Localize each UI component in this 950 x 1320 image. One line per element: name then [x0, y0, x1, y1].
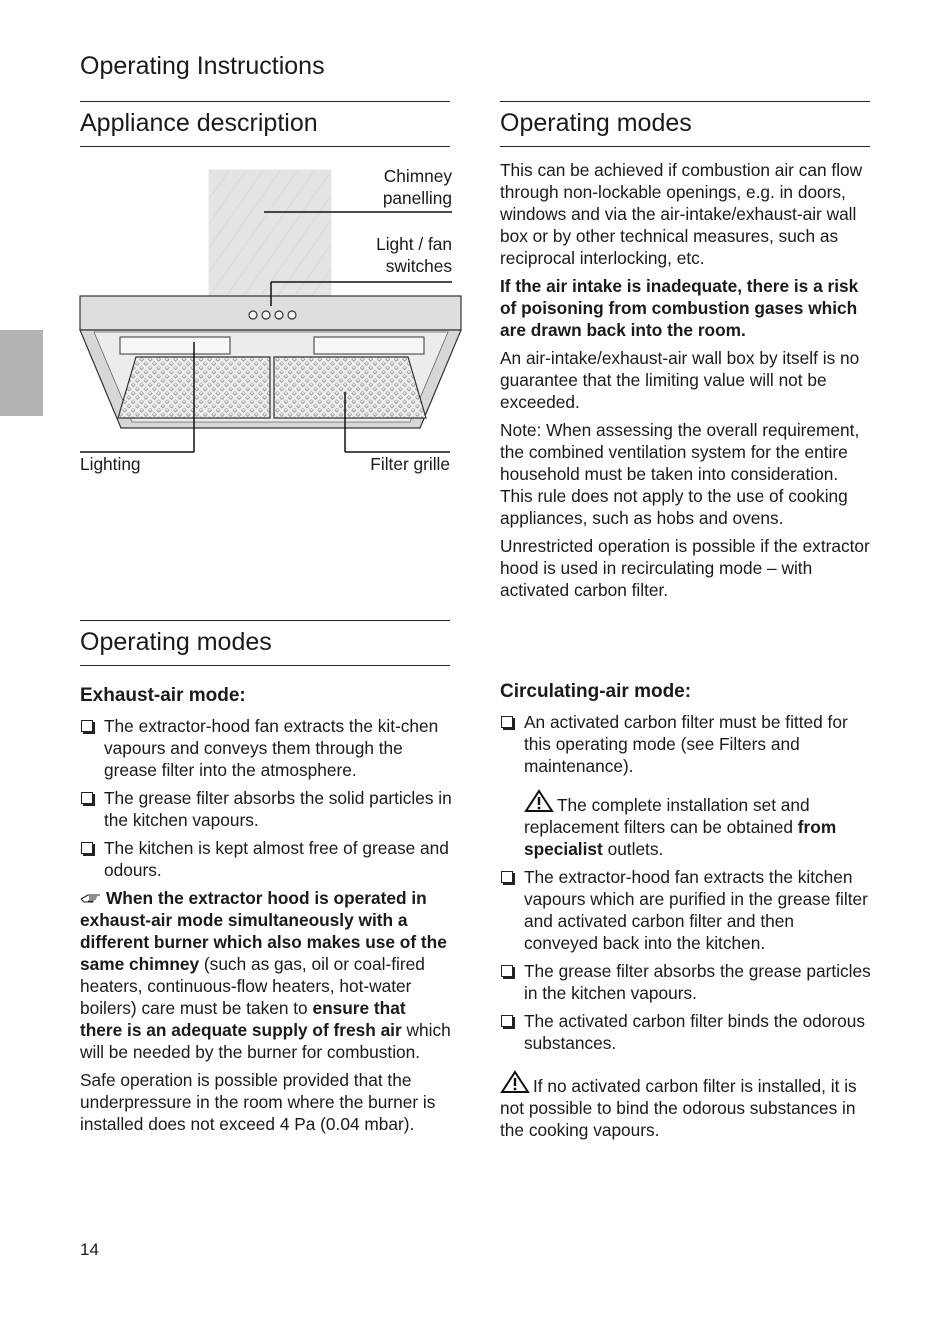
list-item: The grease filter absorbs the grease particles in the kitchen vapours. — [500, 960, 872, 1004]
operating-modes-heading-left: Operating modes — [80, 620, 450, 666]
poisoning-warning: If the air intake is inadequate, there is a risk of poisoning from combustion gases which are drawn back into the room. — [500, 276, 859, 340]
appliance-description-heading: Appliance description — [80, 101, 450, 147]
checkbox-bullet-icon — [501, 716, 513, 728]
side-tab-marker — [0, 330, 43, 416]
page-header: Operating Instructions — [80, 52, 325, 80]
warning-triangle-icon — [524, 789, 554, 813]
list-item: The extractor-hood fan extracts the kitchen vapours which are purified in the grease filter and activated carbon filter and then conveyed back into the kitchen. — [500, 866, 872, 954]
list-item: An activated carbon filter must be fitted for this operating mode (see Filters and maintenance). — [500, 711, 872, 777]
pointing-hand-icon — [80, 892, 102, 904]
note-paragraph: Note: When assessing the overall requirement, the combined ventilation system for the entire household must be taken into consideration. This rule does not apply to the use of cooking appliances, such as hobs and ovens. — [500, 420, 860, 528]
circulating-air-section — [500, 680, 872, 1147]
safe-operation-text: Safe operation is possible provided that the underpressure in the room where the burner is installed does not exceed 4 Pa (0.04 mbar). — [80, 1070, 436, 1134]
checkbox-bullet-icon — [81, 792, 93, 804]
list-item: The grease filter absorbs the solid particles in the kitchen vapours. — [80, 787, 452, 831]
extractor-hood-illustration — [78, 166, 468, 456]
list-item: The kitchen is kept almost free of grease and odours. — [80, 837, 452, 881]
lighting-label: Lighting — [80, 454, 141, 474]
installation-set-warning: The complete installation set and replacement filters can be obtained from specialist outlets. — [500, 789, 872, 860]
exhaust-air-title: Exhaust-air mode: — [80, 685, 246, 706]
checkbox-bullet-icon — [81, 842, 93, 854]
exhaust-air-section — [80, 684, 452, 1141]
recirculating-paragraph: Unrestricted operation is possible if the extractor hood is used in recirculating mode – with activated carbon filter. — [500, 536, 870, 600]
ventilation-text — [500, 159, 872, 607]
combustion-air-paragraph: This can be achieved if combustion air can flow through non-lockable openings, e.g. in doors, windows and via the air-intake/exhaust-air wall box or by other technical measures, such as reciprocal interlocking, etc. — [500, 160, 863, 268]
list-item: The extractor-hood fan extracts the kit-chen vapours and conveys them through the grease filter into the atmosphere. — [80, 715, 452, 781]
checkbox-bullet-icon — [501, 1015, 513, 1027]
checkbox-bullet-icon — [501, 965, 513, 977]
list-item: The activated carbon filter binds the odorous substances. — [500, 1010, 872, 1054]
page-number: 14 — [80, 1240, 99, 1259]
carbon-filter-warning: If no activated carbon filter is installed, it is not possible to bind the odorous substances in the cooking vapours. — [500, 1070, 872, 1141]
chimney-note: When the extractor hood is operated in exhaust-air mode simultaneously with a different burner which also makes use of the same chimney (such as gas, oil or coal-fired heaters, continuous-flow heaters, hot-water boilers) care must be taken to ensure that there is an adequate supply of fresh air which will be needed by the burner for combustion. — [80, 888, 451, 1062]
warning-triangle-icon — [500, 1070, 530, 1094]
switches-label: Light / fan switches — [376, 234, 452, 276]
checkbox-bullet-icon — [81, 720, 93, 732]
circulating-air-title: Circulating-air mode: — [500, 681, 692, 702]
operating-modes-heading-right: Operating modes — [500, 101, 870, 147]
wall-box-paragraph: An air-intake/exhaust-air wall box by itself is no guarantee that the limiting value will not be exceeded. — [500, 348, 860, 412]
checkbox-bullet-icon — [501, 871, 513, 883]
filter-grille-label: Filter grille — [370, 454, 450, 474]
chimney-panelling-label: Chimney panelling — [382, 166, 452, 208]
